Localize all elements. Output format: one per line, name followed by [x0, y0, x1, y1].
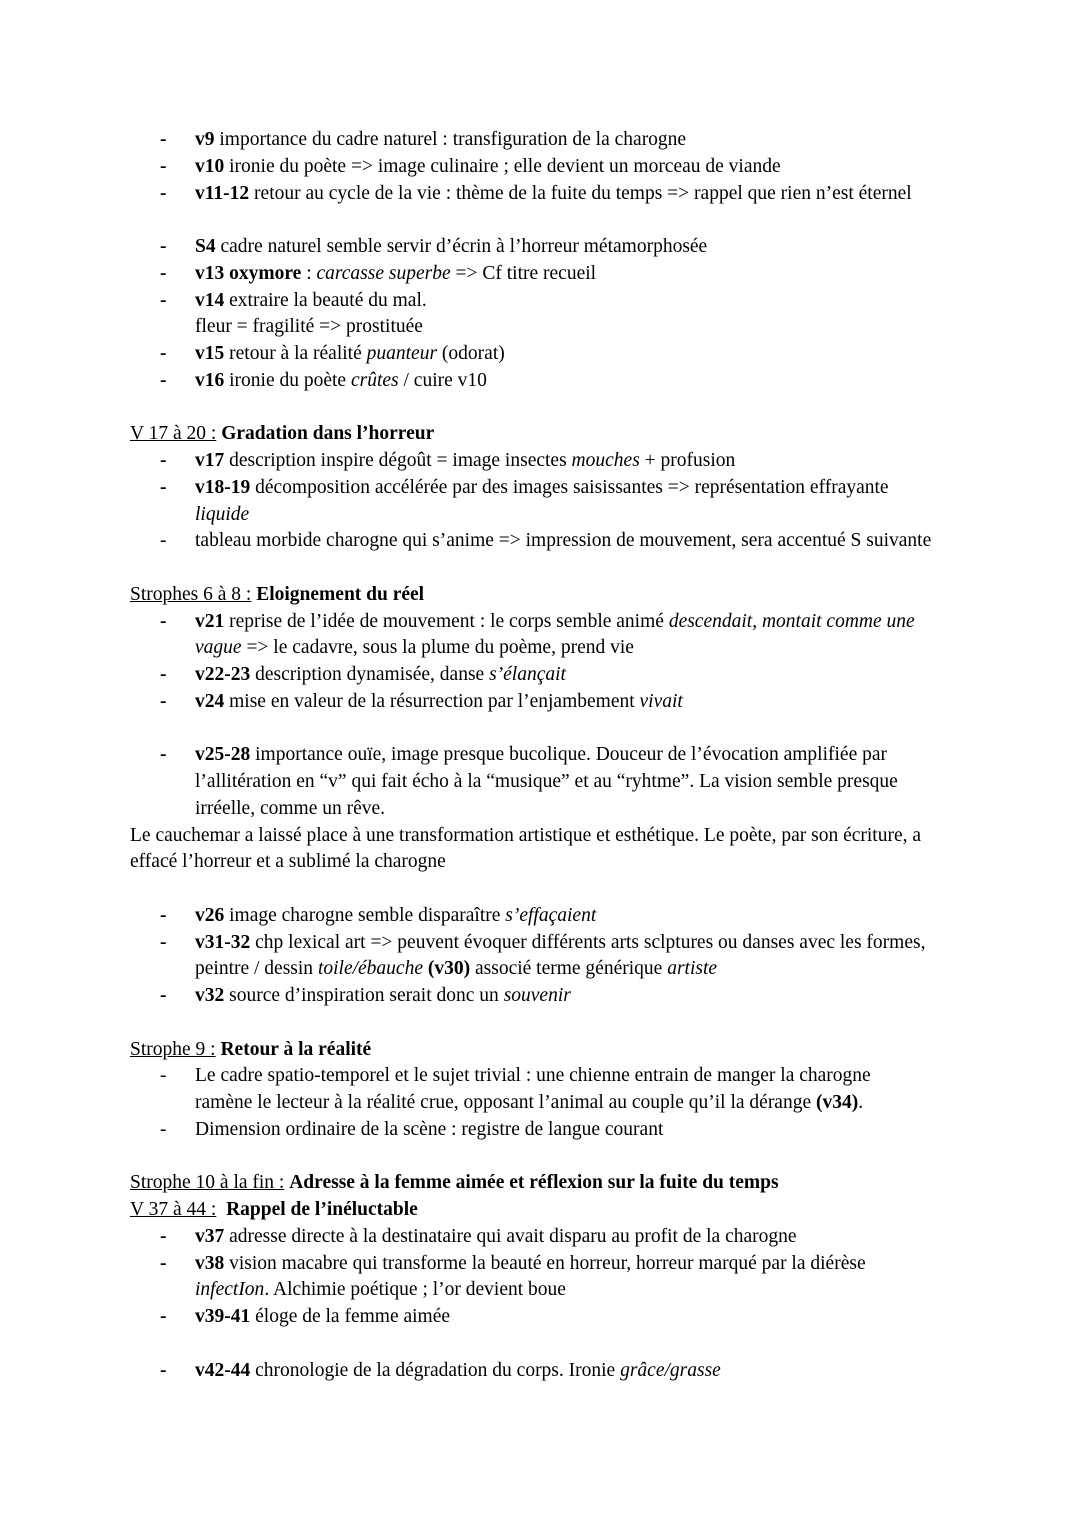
- bullet-dash: -: [160, 530, 167, 552]
- line-text: fleur = fragilité => prostituée: [195, 316, 423, 338]
- bullet-item: [130, 475, 1030, 502]
- bullet-dash: -: [160, 985, 167, 1006]
- bullet-item: [130, 1251, 1030, 1278]
- continuation-line: [130, 502, 1030, 529]
- line-text: tableau morbide charogne qui s’anime => impression de mouvement, sera accentué S suivante: [195, 530, 932, 552]
- continuation-line: [130, 956, 1030, 983]
- bullet-item: [130, 181, 1030, 208]
- line-text: v32 source d’inspiration serait donc un souvenir: [195, 985, 571, 1006]
- bullet-dash: -: [160, 369, 167, 391]
- bullet-dash: -: [160, 236, 167, 257]
- blank-line: [130, 555, 1030, 582]
- bullet-dash: -: [160, 1359, 167, 1381]
- bullet-item: [130, 234, 1030, 261]
- bullet-item: [130, 528, 1030, 555]
- continuation-line: [130, 1090, 1030, 1117]
- bullet-dash: -: [160, 1118, 167, 1140]
- line-text: V 17 à 20 : Gradation dans l’horreur: [130, 423, 435, 445]
- section-heading: [130, 1170, 1030, 1197]
- bullet-item: [130, 1224, 1030, 1251]
- bullet-item: [130, 662, 1030, 689]
- paragraph-line: [130, 849, 1030, 876]
- line-text: Strophe 9 : Retour à la réalité: [130, 1038, 372, 1060]
- blank-line: [130, 1331, 1030, 1358]
- line-text: v37 adresse directe à la destinataire qui avait disparu au profit de la charogne: [195, 1225, 797, 1247]
- blank-line: [130, 716, 1030, 743]
- bullet-item: [130, 288, 1030, 315]
- bullet-item: [130, 448, 1030, 475]
- bullet-item: [130, 1304, 1030, 1331]
- line-text: v10 ironie du poète => image culinaire ; elle devient un morceau de viande: [195, 155, 781, 177]
- blank-line: [130, 876, 1030, 903]
- bullet-item: [130, 368, 1030, 395]
- line-text: v16 ironie du poète crûtes / cuire v10: [195, 369, 487, 391]
- bullet-dash: -: [160, 744, 167, 766]
- line-text: v13 oxymore : carcasse superbe => Cf titre recueil: [195, 262, 597, 284]
- bullet-dash: -: [160, 690, 167, 712]
- line-text: liquide: [195, 503, 250, 525]
- bullet-item: [130, 127, 1030, 154]
- line-text: S4 cadre naturel semble servir d’écrin à l’horreur métamorphosée: [195, 236, 708, 257]
- line-text: Strophe 10 à la fin : Adresse à la femme aimée et réflexion sur la fuite du temps: [130, 1172, 779, 1194]
- bullet-item: [130, 1063, 1030, 1090]
- bullet-item: [130, 689, 1030, 716]
- bullet-dash: -: [160, 262, 167, 284]
- continuation-line: [130, 769, 1030, 796]
- section-heading: [130, 1197, 1030, 1224]
- bullet-dash: -: [160, 1306, 167, 1327]
- line-text: v39-41 éloge de la femme aimée: [195, 1306, 451, 1327]
- line-text: v14 extraire la beauté du mal.: [195, 289, 427, 311]
- line-text: v25-28 importance ouïe, image presque bucolique. Douceur de l’évocation amplifiée par: [195, 744, 887, 766]
- line-text: vague => le cadavre, sous la plume du poème, prend vie: [195, 637, 634, 659]
- paragraph-line: [130, 823, 1030, 850]
- line-text: l’allitération en “v” qui fait écho à la “musique” et au “ryhtme”. La vision semble presque: [195, 771, 898, 792]
- bullet-item: [130, 261, 1030, 288]
- bullet-dash: -: [160, 931, 167, 953]
- section-heading: [130, 582, 1030, 609]
- line-text: v26 image charogne semble disparaître s’effaçaient: [195, 904, 597, 926]
- bullet-item: [130, 742, 1030, 769]
- continuation-line: [130, 635, 1030, 662]
- line-text: v24 mise en valeur de la résurrection par l’enjambement vivait: [195, 690, 683, 712]
- bullet-dash: -: [160, 289, 167, 311]
- line-text: peintre / dessin toile/ébauche (v30) associé terme générique artiste: [195, 958, 718, 980]
- line-text: v31-32 chp lexical art => peuvent évoquer différents arts sclptures ou danses avec les formes,: [195, 931, 926, 953]
- bullet-item: [130, 154, 1030, 181]
- bullet-item: [130, 1117, 1030, 1144]
- bullet-dash: -: [160, 129, 167, 150]
- line-text: effacé l’horreur et a sublimé la charogne: [130, 851, 446, 873]
- line-text: ramène le lecteur à la réalité crue, opposant l’animal au couple qu’il la dérange (v34).: [195, 1092, 864, 1113]
- bullet-dash: -: [160, 664, 167, 685]
- line-text: infectIon. Alchimie poétique ; l’or devient boue: [195, 1279, 566, 1301]
- line-text: v17 description inspire dégoût = image insectes mouches + profusion: [195, 450, 736, 471]
- line-text: v21 reprise de l’idée de mouvement : le corps semble animé descendait, montait comme une: [195, 610, 915, 632]
- line-text: V 37 à 44 : Rappel de l’inéluctable: [130, 1199, 418, 1220]
- bullet-dash: -: [160, 1252, 167, 1274]
- line-text: v18-19 décomposition accélérée par des images saisissantes => représentation effrayante: [195, 476, 889, 498]
- bullet-item: [130, 903, 1030, 930]
- bullet-item: [130, 1358, 1030, 1385]
- line-text: Dimension ordinaire de la scène : registre de langue courant: [195, 1118, 664, 1140]
- blank-line: [130, 1010, 1030, 1037]
- blank-line: [130, 207, 1030, 234]
- continuation-line: [130, 1277, 1030, 1304]
- section-heading: [130, 1037, 1030, 1064]
- bullet-item: [130, 983, 1030, 1010]
- bullet-dash: -: [160, 904, 167, 926]
- bullet-dash: -: [160, 450, 167, 471]
- line-text: v15 retour à la réalité puanteur (odorat): [195, 343, 505, 364]
- line-text: irréelle, comme un rêve.: [195, 797, 386, 819]
- section-heading: [130, 421, 1030, 448]
- line-text: v11-12 retour au cycle de la vie : thème de la fuite du temps => rappel que rien n’est éternel: [195, 182, 912, 204]
- bullet-dash: -: [160, 182, 167, 204]
- bullet-dash: -: [160, 1225, 167, 1247]
- bullet-item: [130, 930, 1030, 957]
- line-text: v42-44 chronologie de la dégradation du corps. Ironie grâce/grasse: [195, 1359, 721, 1381]
- line-text: Le cadre spatio-temporel et le sujet trivial : une chienne entrain de manger la charogne: [195, 1065, 871, 1087]
- bullet-dash: -: [160, 343, 167, 364]
- bullet-item: [130, 609, 1030, 636]
- line-text: Strophes 6 à 8 : Eloignement du réel: [130, 583, 425, 605]
- blank-line: [130, 1144, 1030, 1171]
- line-text: v38 vision macabre qui transforme la beauté en horreur, horreur marqué par la diérèse: [195, 1252, 866, 1274]
- bullet-dash: -: [160, 610, 167, 632]
- continuation-line: [130, 796, 1030, 823]
- bullet-dash: -: [160, 1065, 167, 1087]
- bullet-item: [130, 341, 1030, 368]
- blank-line: [130, 395, 1030, 422]
- document-body: [130, 127, 1030, 1384]
- bullet-dash: -: [160, 476, 167, 498]
- line-text: v9 importance du cadre naturel : transfiguration de la charogne: [195, 129, 687, 150]
- line-text: v22-23 description dynamisée, danse s’élançait: [195, 664, 566, 685]
- line-text: Le cauchemar a laissé place à une transformation artistique et esthétique. Le poète, par son écriture, a: [130, 824, 922, 846]
- bullet-dash: -: [160, 155, 167, 177]
- continuation-line: [130, 314, 1030, 341]
